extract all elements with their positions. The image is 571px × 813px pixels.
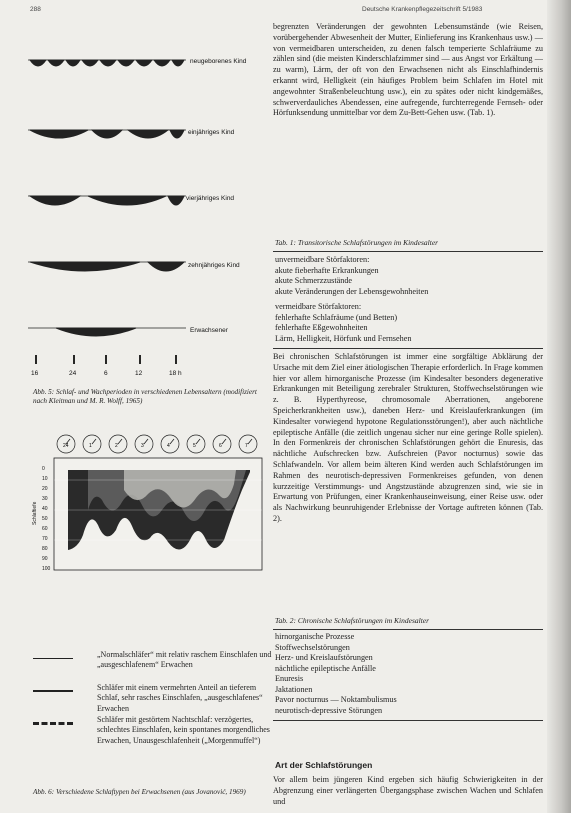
fig5-sleep-period [154, 60, 170, 66]
page-binding-shadow [547, 0, 571, 813]
fig5-sleep-period [66, 60, 80, 66]
fig5-sleep-period [82, 60, 98, 66]
fig5-tick-24: 24 [69, 370, 77, 377]
table2-row: Pavor nocturnus — Noktambulismus [275, 695, 397, 704]
table1-row: akute Veränderungen der Lebensgewohnheiten [275, 286, 429, 296]
fig5-sleep-period [170, 130, 184, 138]
fig5-label-adult: Erwachsener [190, 327, 228, 334]
fig5-sleep-period [168, 196, 184, 205]
fig5-sleep-period [30, 196, 80, 205]
table2-list [275, 632, 397, 716]
fig5-tick-18h: 18 h [169, 370, 182, 377]
page-number: 288 [30, 6, 41, 13]
fig5-tick-12: 12 [135, 370, 143, 377]
fig5-sleep-period [148, 262, 184, 271]
paragraph-1-text: begrenzten Veränderungen der gewohnten Lebensumstände (wie Reisen, vorübergehender Abwesenheit der Mutter, Einlieferung ins Krankenhaus usw.) — von vermeidbaren unterscheiden, zu denen falsch temperierte Schlafräume zu zählen sind (die meisten Kinderschlafzimmer sind — aus Angst vor Erkältung — zu warm), Lärm, der oft von den Erwachsenen nicht als Einschlafhindernis erkannt wird, Helligkeit (ein häufiges Problem beim Schlafen im Hotel mit angewohnter Straßenbeleuchtung usw.), ein zu spätes oder nicht kindgemäßes, schwerverdauliches Abendessen, eine aufregende, furchterregende Fernseh- oder Hörfunksendung unmittelbar vor dem Zu-Bett-Gehen usw. (Tab. 1). [273, 22, 543, 118]
table1-title: Tab. 1: Transitorische Schlafstörungen im Kindesalter [275, 238, 439, 247]
fig5-label-one-year: einjähriges Kind [188, 129, 235, 136]
figure5-caption: Abb. 5: Schlaf- und Wachperioden in verschiedenen Lebensaltern (modifiziert nach Kleitman und M. R. Wolff, 1965) [33, 388, 257, 405]
fig5-sleep-period [30, 60, 46, 66]
paragraph-1 [273, 22, 543, 119]
paragraph-3-text: Vor allem beim jüngeren Kind ergeben sich häufig Schwierigkeiten in der Abgrenzung einer verlängerten Übergangsphase zwischen Wachen und Schlafen und [273, 775, 543, 806]
paragraph-2-text: Bei chronischen Schlafstörungen ist immer eine sorgfältige Abklärung der Ursache mit dem Ziel einer ätiologischen Therapie erforderlich. In Frage kommen hier vor allem hirnorganische Prozesse (im Kindesalter besonders degenerative Erkrankungen mit Beteiligung zerebraler Strukturen, Stoffwechselstörungen wie z. B. Hyperthyreose, chromosomale Aberrationen, angeborene Speicherkrankheiten usw.), daneben Herz- und Kreislauferkrankungen (im Kindesalter vorwiegend hypotone Regulationsstörungen!), aber auch nächtliche epileptische Anfälle (die zeitlich ungenau sicher nur eine geringe Rolle spielen). In den Formenkreis der chronischen Schlafstörungen gehört die Enuresis, das nächtliche Aufschrecken bzw. Aufschreien (Pavor nocturnus) sowie das Schlafwandeln. Vor allem beim älteren Kind werden auch Schlafstörungen im Rahmen des neurotisch-depressiven Formenkreises gefunden, von denen kurzzeitige Verstimmungs- und Angstzustände abzugrenzen sind, wie sie in Erwartung von Prüfungen, einer Krankenhauseinweisung, einer Reise usw. oder als Nachwirkung beunruhigender Erlebnisse der Vortage auftreten können (Tab. 2). [273, 352, 543, 523]
paragraph-3 [273, 775, 543, 807]
fig5-sleep-period [128, 130, 168, 138]
fig5-sleep-period [88, 196, 166, 205]
table1-bottom-rule [273, 348, 543, 349]
clock-number: 7 [245, 443, 248, 449]
clock-number: 6 [219, 443, 222, 449]
fig5-tick-6: 6 [104, 370, 108, 377]
table1-row: akute fieberhafte Erkrankungen [275, 265, 379, 275]
table2-title: Tab. 2: Chronische Schlafstörungen im Kindesalter [275, 616, 430, 625]
fig6-y-tick: 60 [42, 526, 48, 532]
table2-row: Jaktationen [275, 684, 313, 694]
table1-group-unavoidable [275, 255, 428, 297]
legend-text-normal: „Normalschläfer“ mit relativ raschem Einschlafen und „ausgeschlafenem“ Erwachen [97, 650, 272, 670]
fig5-sleep-period [136, 60, 152, 66]
fig5-sleep-period [30, 262, 140, 271]
clock-number: 1 [89, 443, 92, 449]
fig5-sleep-period [92, 130, 122, 138]
clock-number: 2 [115, 443, 118, 449]
fig6-y-tick: 70 [42, 536, 48, 542]
table1-row: akute Schmerzzustände [275, 276, 353, 285]
fig5-sleep-period [172, 60, 184, 66]
legend-line-deep [33, 690, 73, 692]
table1-group-avoidable [275, 302, 411, 344]
legend-line-disturbed [33, 722, 73, 725]
table1-row: fehlerhafte Schlafräume (und Betten) [275, 312, 398, 322]
fig5-sleep-period [56, 328, 136, 336]
fig5-sleep-period [118, 60, 134, 66]
section-heading: Art der Schlafstörungen [275, 760, 373, 770]
table1-top-rule [273, 251, 543, 252]
table2-row: hirnorganische Prozesse [275, 632, 355, 641]
fig6-y-tick: 90 [42, 556, 48, 562]
clock-number: 5 [193, 443, 196, 449]
legend-line-normal [33, 658, 73, 659]
fig6-y-tick: 20 [42, 486, 48, 492]
legend-text-disturbed: Schläfer mit gestörtem Nachtschlaf: verzögertes, schlechtes Einschlafen, kein spontanes morgendliches Erwachen, Unausgeschlafenheit („Morgenmuffel“) [97, 715, 270, 745]
table2-row: neurotisch-depressive Störungen [275, 705, 383, 715]
fig5-tick-16: 16 [31, 370, 39, 377]
table1-row: unvermeidbare Störfaktoren: [275, 255, 370, 264]
journal-title: Deutsche Krankenpflegezeitschrift 5/1983 [362, 6, 483, 13]
table1-row: Lärm, Helligkeit, Hörfunk und Fernsehen [275, 333, 412, 343]
table2-top-rule [273, 629, 543, 630]
clock-number: 3 [141, 443, 144, 449]
clock-number: 4 [167, 443, 170, 449]
figure6-caption: Abb. 6: Verschiedene Schlaftypen bei Erwachsenen (aus Jovanović, 1969) [33, 788, 246, 796]
table2-row: nächtliche epileptische Anfälle [275, 663, 376, 673]
figure5-sleep-periods [28, 50, 268, 380]
table2-bottom-rule [273, 720, 543, 721]
fig5-sleep-period [30, 130, 88, 138]
figure6-sleep-types [28, 430, 268, 580]
fig6-y-tick: 40 [42, 506, 48, 512]
fig6-y-tick: 10 [42, 476, 48, 482]
table2-row: Stoffwechselstörungen [275, 642, 350, 652]
fig5-sleep-period [48, 60, 64, 66]
table2-row: Enuresis [275, 674, 304, 683]
paragraph-2 [273, 352, 543, 525]
fig5-label-newborn: neugeborenes Kind [190, 58, 247, 65]
table1-row: vermeidbare Störfaktoren: [275, 302, 362, 311]
fig5-label-ten-year: zehnjähriges Kind [188, 262, 240, 269]
fig6-y-tick: 50 [42, 516, 48, 522]
table1-row: fehlerhafte Eßgewohnheiten [275, 323, 368, 332]
fig6-y-tick: 0 [42, 466, 45, 472]
fig5-label-four-year: vierjähriges Kind [186, 195, 235, 202]
fig6-y-tick: 80 [42, 546, 48, 552]
fig6-y-tick: 30 [42, 496, 48, 502]
fig5-sleep-period [100, 60, 116, 66]
table2-row: Herz- und Kreislaufstörungen [275, 653, 373, 662]
fig6-y-tick: 100 [42, 566, 51, 572]
clock-number: 24 [63, 443, 69, 449]
legend-text-deep: Schläfer mit einem vermehrten Anteil an tieferem Schlaf, sehr rasches Einschlafen, „ausgeschlafenes“ Erwachen [97, 683, 263, 713]
fig6-y-label: Schlaftiefe [32, 501, 38, 525]
